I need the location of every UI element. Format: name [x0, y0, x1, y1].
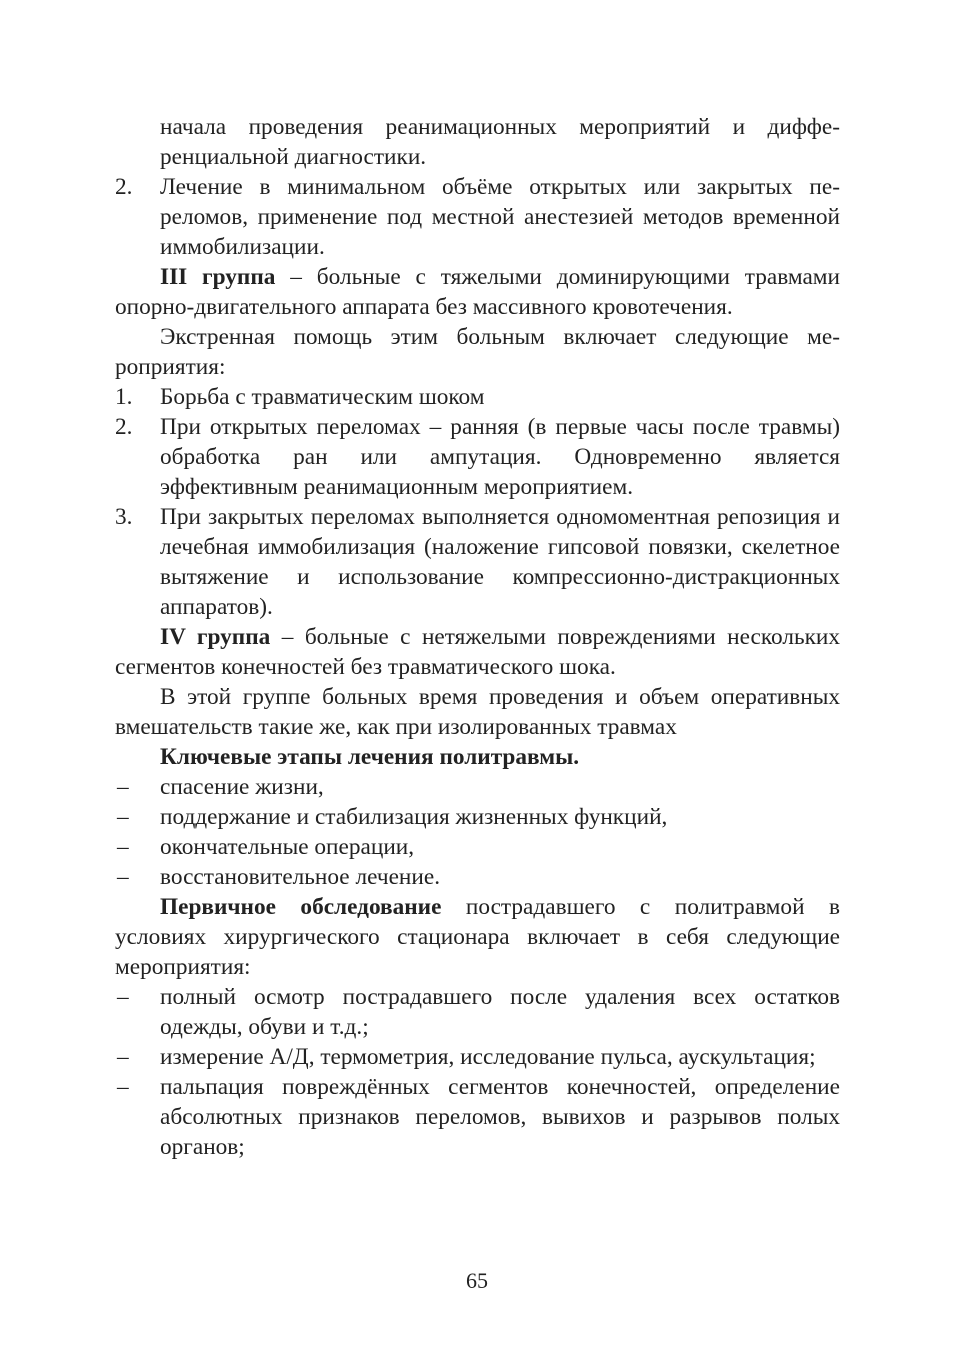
emergency-intro: Экстренная помощь этим больным включает следующие мероприятия:: [115, 324, 840, 380]
numbered-item: [115, 502, 840, 622]
page-number: 65: [466, 1268, 488, 1293]
group-4-text: – больные с нетяжелыми повреждениями нескольких сегментов конечностей без травматического шока.: [115, 624, 841, 680]
list-item: [115, 862, 840, 892]
group-4-paragraph: [115, 622, 840, 682]
item-text: Лечение в минимальном объёме открытых или закрытых переломов, применение под местной анестезией методов временной иммобилизации.: [160, 174, 840, 260]
dash-marker: –: [117, 774, 129, 800]
list-item-text: измерение А/Д, термометрия, исследование пульса, аускультация;: [160, 1044, 816, 1070]
list-item-text: пальпация повреждённых сегментов конечностей, определение абсолютных признаков переломов, вывихов и разрывов полых органов;: [160, 1074, 840, 1160]
page-body: [115, 112, 840, 1162]
key-stages-heading: Ключевые этапы лечения политравмы.: [160, 744, 580, 770]
item-text: При открытых переломах – ранняя (в первые часы после травмы) обработка ран или ампутация. Одновременно является эффективным реанимационным мероприятием.: [160, 414, 840, 500]
group-4-note: В этой группе больных время проведения и объем оперативных вмешательств такие же, как при изолированных травмах: [115, 684, 840, 740]
group-3-paragraph: [115, 262, 840, 322]
item-number: 1.: [115, 384, 133, 410]
numbered-item: [115, 172, 840, 262]
primary-exam-paragraph: [115, 892, 840, 982]
list-item-text: полный осмотр пострадавшего после удаления всех остатков одежды, обуви и т.д.;: [160, 984, 840, 1040]
continuation-paragraph: начала проведения реанимационных мероприятий и дифференциальной диагностики.: [160, 114, 840, 170]
list-item: [115, 802, 840, 832]
list-item: [115, 832, 840, 862]
list-item: [115, 1072, 840, 1162]
group-4-label: IV группа: [160, 624, 271, 650]
numbered-item: [115, 412, 840, 502]
list-item-text: поддержание и стабилизация жизненных функций,: [160, 804, 668, 830]
primary-exam-text: пострадавшего с политравмой в условиях хирургического стационара включает в себя следующие мероприятия:: [115, 894, 840, 980]
group-3-text: – больные с тяжелыми доминирующими травмами опорно-двигательного аппарата без массивного кровотечения.: [115, 264, 840, 320]
list-item-text: окончательные операции,: [160, 834, 415, 860]
dash-marker: –: [117, 834, 129, 860]
dash-marker: –: [117, 864, 129, 890]
list-item: [115, 772, 840, 802]
item-text: Борьба с травматическим шоком: [160, 384, 485, 410]
item-number: 3.: [115, 504, 133, 530]
list-item-text: спасение жизни,: [160, 774, 324, 800]
dash-marker: –: [117, 804, 129, 830]
primary-exam-label: Первичное обследование: [160, 894, 442, 920]
dash-marker: –: [117, 1044, 129, 1070]
item-number: 2.: [115, 174, 133, 200]
numbered-item: [115, 382, 840, 412]
dash-marker: –: [117, 1074, 129, 1100]
list-item-text: восстановительное лечение.: [160, 864, 441, 890]
dash-marker: –: [117, 984, 129, 1010]
item-number: 2.: [115, 414, 133, 440]
list-item: [115, 982, 840, 1042]
item-text: При закрытых переломах выполняется одномоментная репозиция и лечебная иммобилизация (наложение гипсовой повязки, скелетное вытяжение и использование компрессионно-дистракционных аппаратов).: [160, 504, 840, 620]
group-3-label: III группа: [160, 264, 276, 290]
list-item: [115, 1042, 840, 1072]
